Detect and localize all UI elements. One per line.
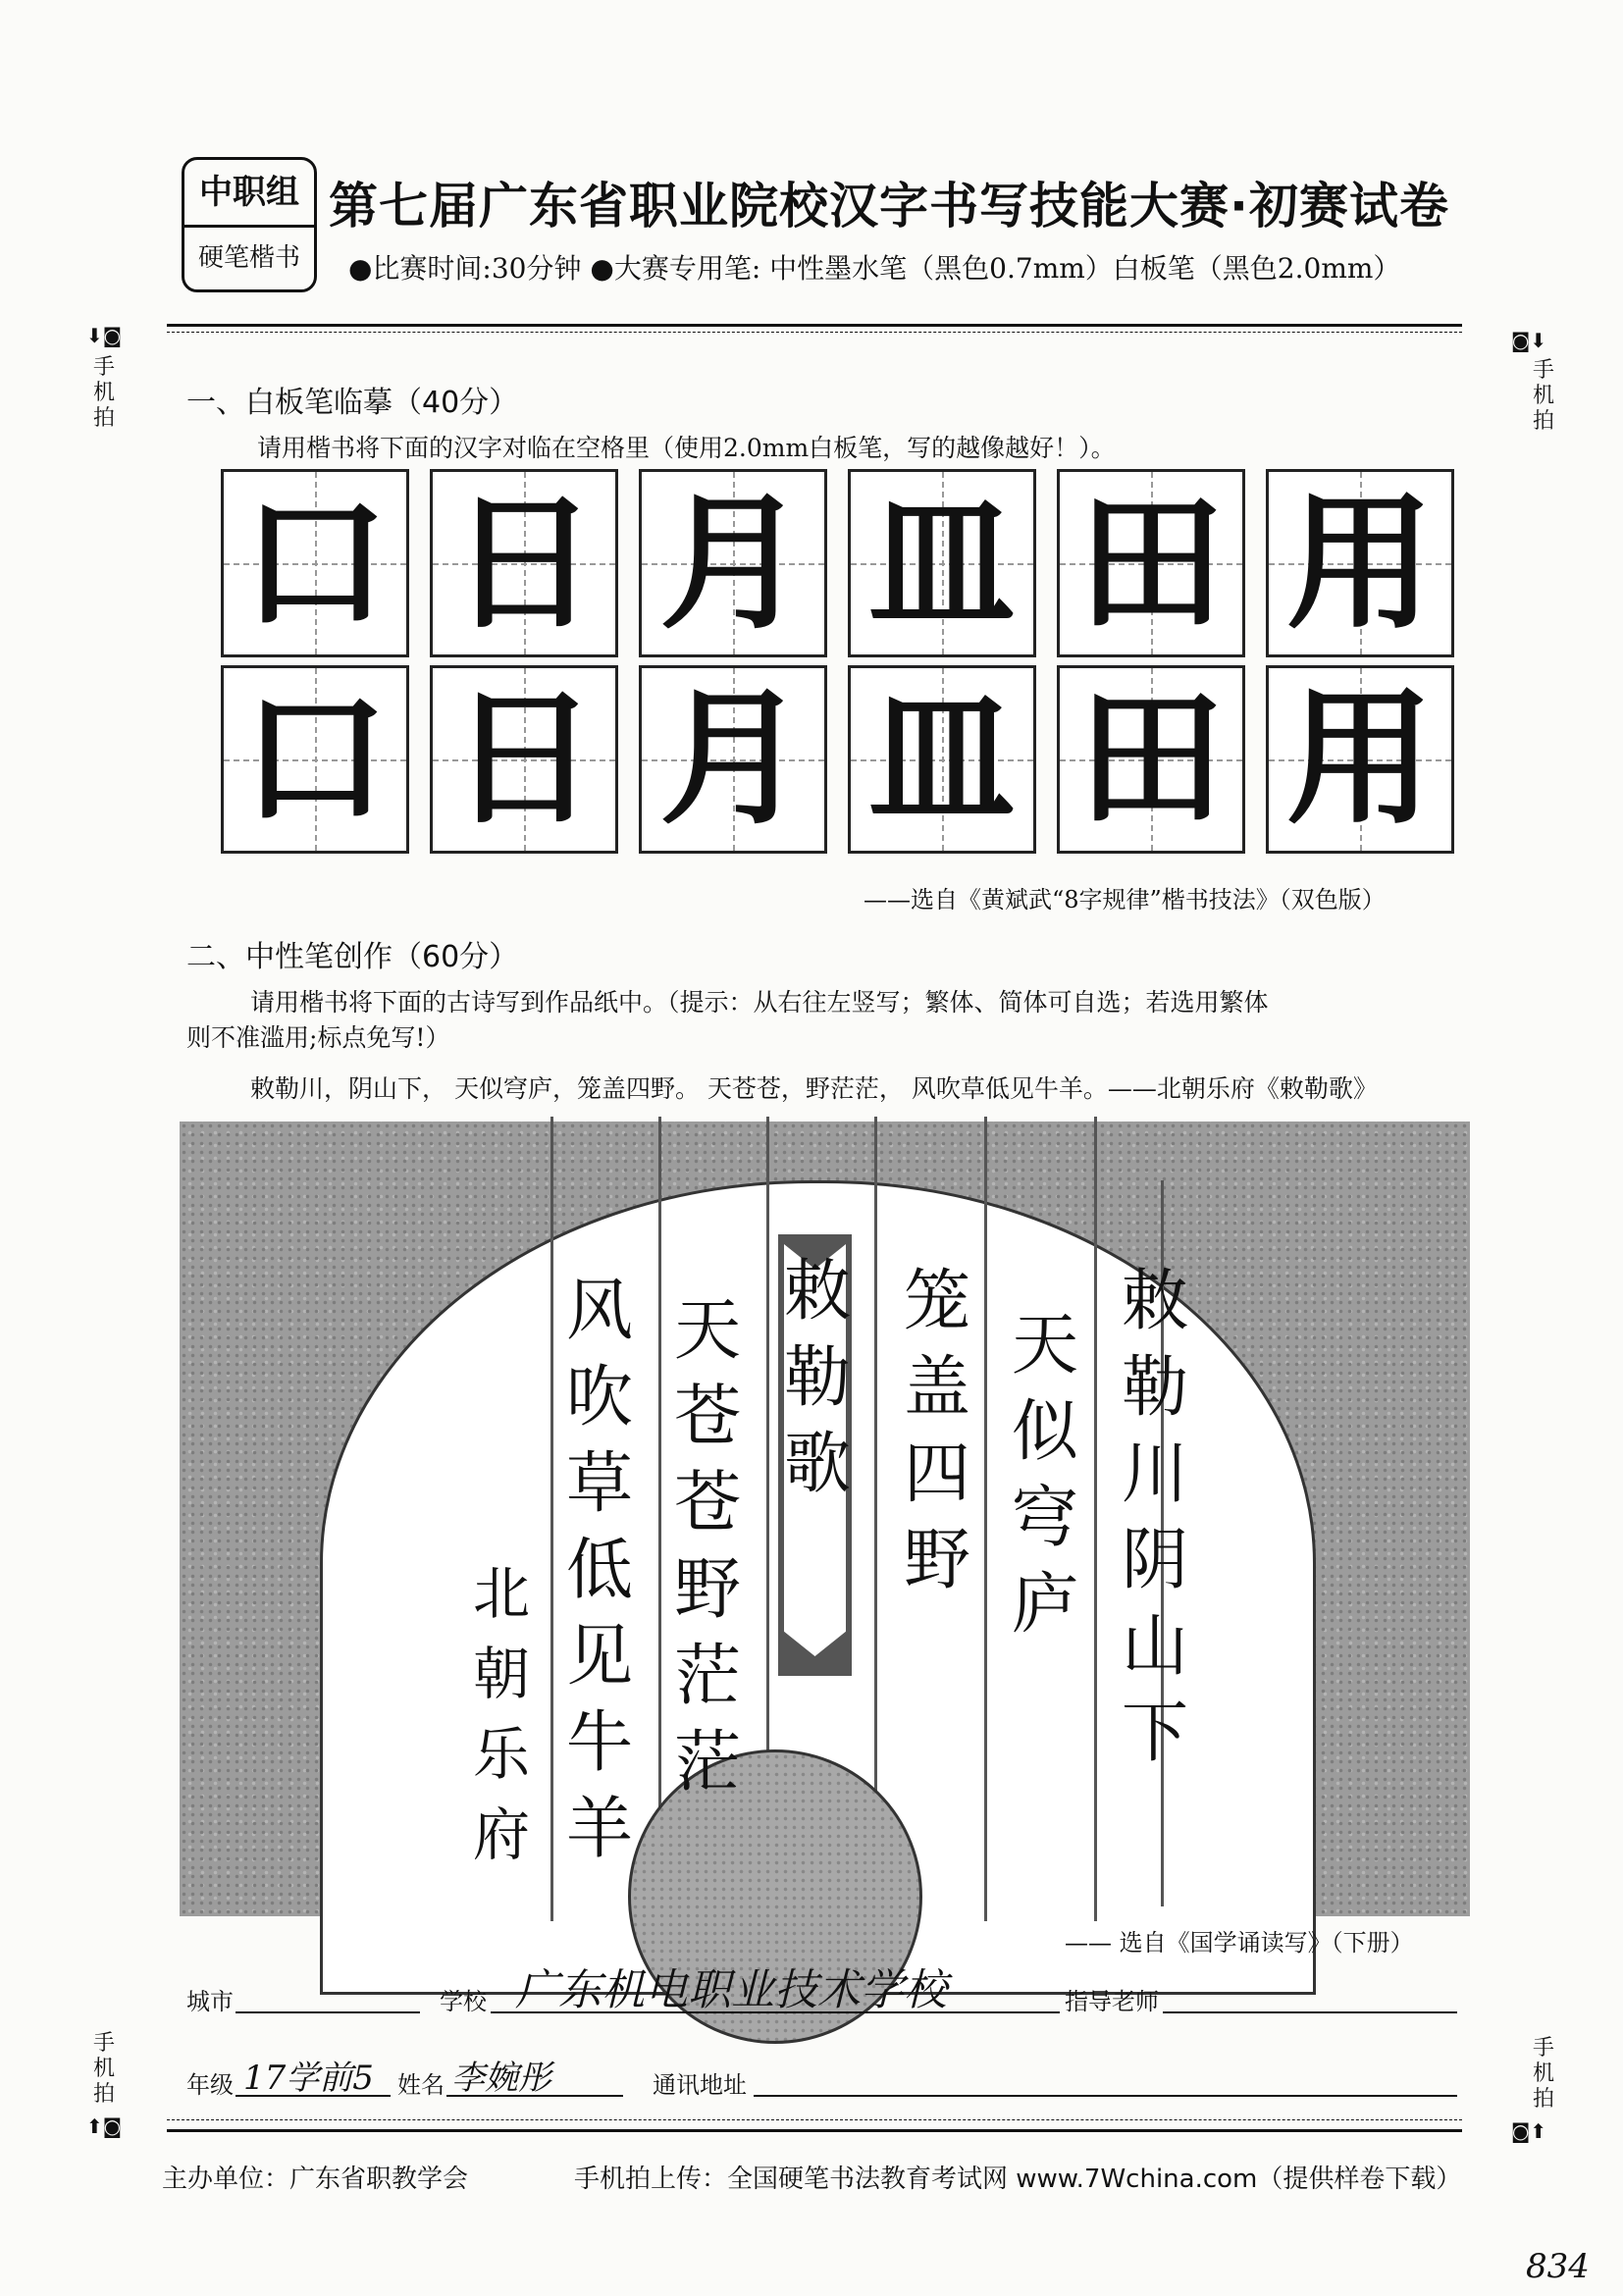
practice-char: 用 — [1285, 674, 1434, 845]
section2-source: —— 选自《国学诵读写》（下册） — [1065, 1929, 1414, 1957]
artwork-column-5: 风吹草低见牛羊 — [565, 1273, 633, 1868]
model-char: 田 — [1076, 477, 1225, 650]
practice-cell[interactable] — [848, 665, 1036, 854]
artwork-column-author: 北朝乐府 — [472, 1560, 530, 1868]
model-cell — [1266, 469, 1454, 657]
side-label-top-left: 手机拍 — [92, 355, 115, 431]
column-divider — [984, 1117, 987, 1921]
side-label-top-right: 手机拍 — [1532, 358, 1554, 434]
model-cell — [221, 469, 409, 657]
practice-cell[interactable] — [639, 665, 827, 854]
city-label: 城市 — [186, 1988, 234, 2015]
model-cell — [639, 469, 827, 657]
poem-text: 敕勒川，阴山下， 天似穹庐，笼盖四野。 天苍苍，野茫茫， 风吹草低见牛羊。——北朝乐府《敕勒歌》 — [250, 1074, 1378, 1103]
model-cell — [430, 469, 618, 657]
practice-cell[interactable] — [430, 665, 618, 854]
column-divider — [1094, 1117, 1097, 1921]
model-cell — [848, 469, 1036, 657]
model-cell — [1057, 469, 1245, 657]
grade-label: 年级 — [186, 2071, 234, 2099]
section2-heading: 二、中性笔创作（60分） — [186, 940, 519, 974]
organizer-text: 主办单位：广东省职教学会 — [162, 2165, 469, 2194]
practice-cell[interactable] — [1057, 665, 1245, 854]
footer-divider-dashed — [167, 2119, 1462, 2120]
section2-instruction-line2: 则不准滥用;标点免写!） — [186, 1023, 450, 1052]
city-field[interactable] — [236, 2011, 420, 2013]
column-divider — [658, 1117, 661, 1921]
school-label: 学校 — [440, 1988, 487, 2015]
model-char: 月 — [658, 477, 807, 650]
calligraphy-artwork[interactable] — [180, 1122, 1470, 1916]
badge-group-label: 中职组 — [184, 160, 314, 228]
practice-char: 月 — [658, 674, 807, 845]
section2-instruction-line1: 请用楷书将下面的古诗写到作品纸中。（提示：从右往左竖写；繁体、简体可自选；若选用繁体 — [250, 988, 1269, 1017]
section1-instruction: 请用楷书将下面的汉字对临在空格里（使用2.0mm白板笔，写的越像越好！）。 — [257, 434, 1116, 462]
exam-subtitle: ●比赛时间:30分钟 ●大赛专用笔: 中性墨水笔（黑色0.7mm）白板笔（黑色2.0mm） — [348, 252, 1401, 285]
teacher-field[interactable] — [1163, 2011, 1457, 2013]
camera-arrow-icon: ⬇◙ — [86, 324, 123, 347]
model-char: 皿 — [867, 477, 1016, 650]
page-title: 第七届广东省职业院校汉字书写技能大赛·初赛试卷 — [329, 178, 1449, 235]
camera-arrow-icon: ◙⬆ — [1511, 2119, 1547, 2143]
teacher-label: 指导老师 — [1065, 1988, 1159, 2015]
camera-arrow-icon: ◙⬇ — [1511, 329, 1547, 352]
model-char: 日 — [449, 477, 598, 650]
name-label: 姓名 — [397, 2071, 445, 2099]
practice-char: 日 — [449, 674, 598, 845]
camera-arrow-icon: ⬆◙ — [86, 2114, 123, 2138]
side-label-bottom-right: 手机拍 — [1532, 2036, 1554, 2112]
artwork-column-4: 天苍苍野茫茫 — [673, 1292, 741, 1801]
page-number: 834 — [1526, 2247, 1590, 2286]
address-field[interactable] — [754, 2095, 1457, 2097]
practice-cell[interactable] — [1266, 665, 1454, 854]
grade-value: 17学前5 — [243, 2059, 374, 2098]
group-badge — [182, 157, 317, 292]
column-divider — [550, 1117, 553, 1921]
header-divider-dashed — [167, 332, 1462, 333]
side-label-bottom-left: 手机拍 — [92, 2031, 115, 2107]
upload-text: 手机拍上传：全国硬笔书法教育考试网 www.7Wchina.com（提供样卷下载） — [574, 2165, 1462, 2194]
header-divider — [167, 324, 1462, 327]
artwork-column-2: 天似穹庐 — [1011, 1307, 1078, 1644]
practice-char: 皿 — [867, 674, 1016, 845]
practice-char: 口 — [240, 674, 389, 845]
artwork-column-title: 敕勒歌 — [783, 1253, 851, 1503]
practice-cell[interactable] — [221, 665, 409, 854]
section1-heading: 一、白板笔临摹（40分） — [186, 386, 519, 420]
artwork-column-1: 敕勒川阴山下 — [1121, 1263, 1188, 1772]
artwork-column-3: 笼盖四野 — [903, 1263, 970, 1599]
model-char: 口 — [240, 477, 389, 650]
badge-category-label: 硬笔楷书 — [197, 243, 300, 273]
section1-source: ——选自《黄斌武“8字规律”楷书技法》（双色版） — [864, 886, 1386, 913]
footer-divider — [167, 2129, 1462, 2132]
model-char: 用 — [1285, 477, 1434, 650]
address-label: 通讯地址 — [653, 2071, 747, 2099]
school-value: 广东机电职业技术学校 — [515, 1965, 947, 2015]
name-value: 李婉彤 — [451, 2059, 551, 2098]
practice-char: 田 — [1076, 674, 1225, 845]
